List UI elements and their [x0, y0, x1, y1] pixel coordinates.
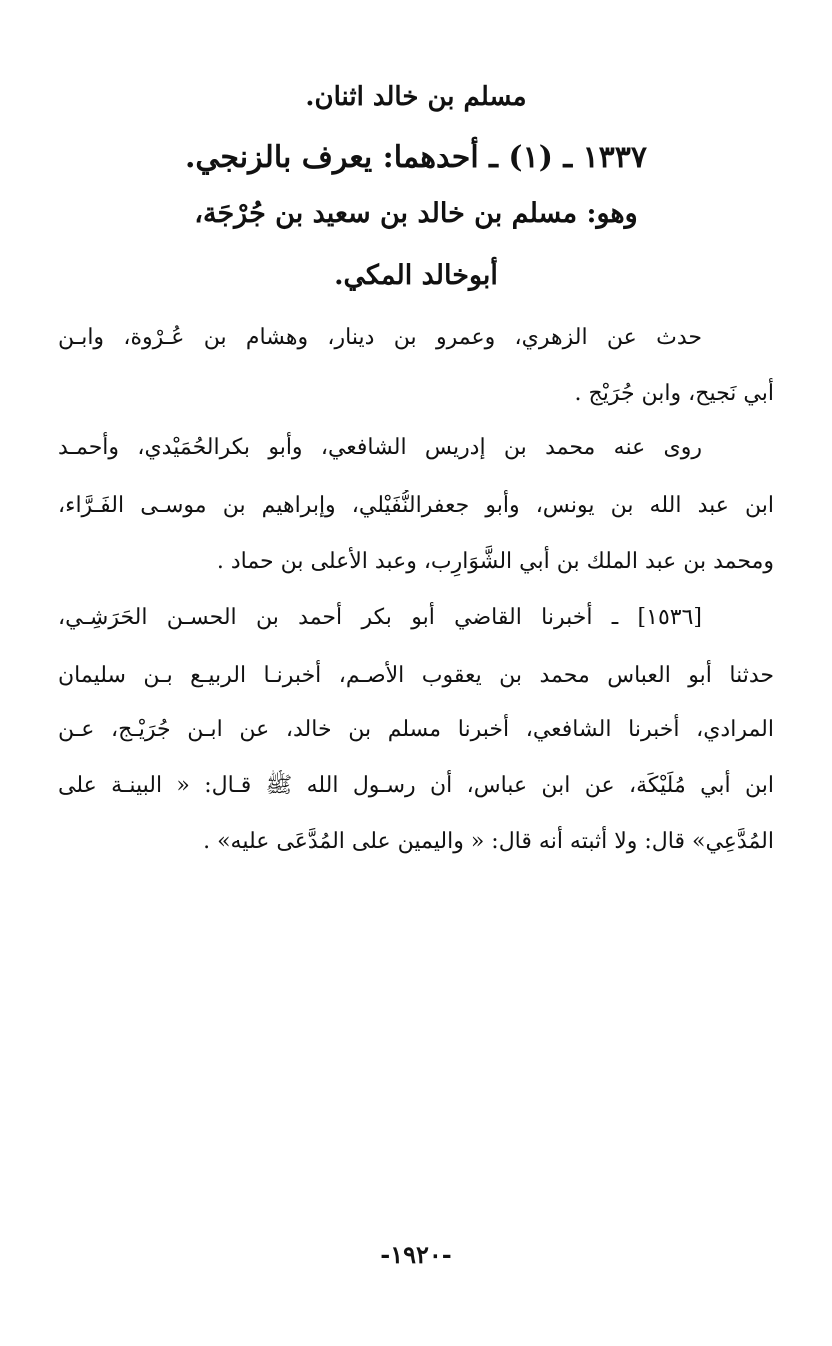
body-line: ومحمد بن عبد الملك بن أبي الشَّوَارِب، وعبد الأعلى بن حماد . [216, 549, 774, 574]
entry-full-name: وهو: مسلم بن خالد بن سعيد بن جُرْجَة، [194, 198, 638, 229]
body-line: أبي نَجيح، وابن جُرَيْج . [574, 381, 774, 406]
hadith-line: [١٥٣٦] ـ أخبرنا القاضي أبو بكر أحمد بن الحسـن الحَرَشِـي، [58, 605, 702, 630]
body-line: روى عنه محمد بن إدريس الشافعي، وأبو بكرالحُمَيْدي، وأحمـد [58, 435, 702, 460]
hadith-line: حدثنا أبو العباس محمد بن يعقوب الأصـم، أخبرنـا الربيـع بـن سليمان [58, 663, 774, 688]
entry-kunya: أبوخالد المكي. [334, 260, 498, 291]
hadith-line: ابن أبي مُلَيْكَة، عن ابن عباس، أن رسـول الله ﷺ قـال: « البينـة على [58, 773, 774, 798]
body-line: ابن عبد الله بن يونس، وأبو جعفرالنُّفَيْلي، وإبراهيم بن موسـى الفَـرَّاء، [58, 493, 774, 518]
body-line: حدث عن الزهري، وعمرو بن دينار، وهشام بن عُـرْوة، وابـن [58, 325, 702, 350]
page-number: -١٩٢٠- [380, 1240, 452, 1269]
section-title: مسلم بن خالد اثنان. [305, 82, 527, 112]
hadith-line: المُدَّعِي» قال: ولا أثبته أنه قال: « واليمين على المُدَّعَى عليه» . [203, 829, 774, 854]
entry-heading: ١٣٣٧ ـ (١) ـ أحدهما: يعرف بالزنجي. [184, 140, 648, 175]
hadith-line: المرادي، أخبرنا الشافعي، أخبرنا مسلم بن خالد، عن ابـن جُرَيْـج، عـن [58, 717, 774, 742]
